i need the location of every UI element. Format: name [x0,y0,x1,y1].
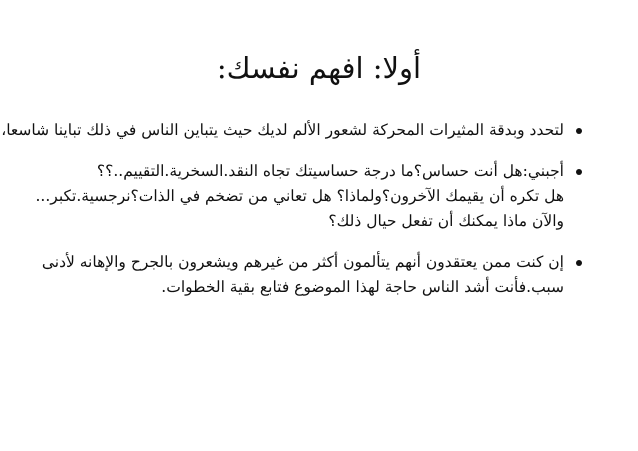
bullet-2-line-3: والآن ماذا يمكنك أن تفعل حيال ذلك؟ [328,212,564,230]
bullet-list [1,118,582,316]
bullet-2-line-1: أجبني:هل أنت حساس؟ما درجة حساسيتك تجاه النقد.السخرية.التقييم..؟؟ [96,162,564,180]
bullet-1-line-1: لتحدد وبدقة المثيرات المحركة لشعور الألم لديك حيث يتباين الناس في ذلك تباينا شاسعا، [1,121,564,139]
bullet-2-line-2: هل تكره أن يقيمك الآخرون؟ولماذا؟ هل تعاني من تضخم في الذات؟نرجسية.تكبر... [35,187,564,205]
bullet-3-line-2: سبب.فأنت أشد الناس حاجة لهذا الموضوع فتابع بقية الخطوات. [161,278,564,296]
bullet-dot-icon [576,169,582,175]
bullet-dot-icon [576,260,582,266]
slide-title: أولا: افهم نفسك: [216,51,422,85]
bullet-dot-icon [576,128,582,134]
bullet-3-line-1: إن كنت ممن يعتقدون أنهم يتألمون أكثر من غيرهم ويشعرون بالجرح والإهانه لأدنى [41,253,564,271]
bullet-item-1 [1,118,582,143]
bullet-item-2 [35,159,582,234]
bullet-item-3 [41,250,582,300]
